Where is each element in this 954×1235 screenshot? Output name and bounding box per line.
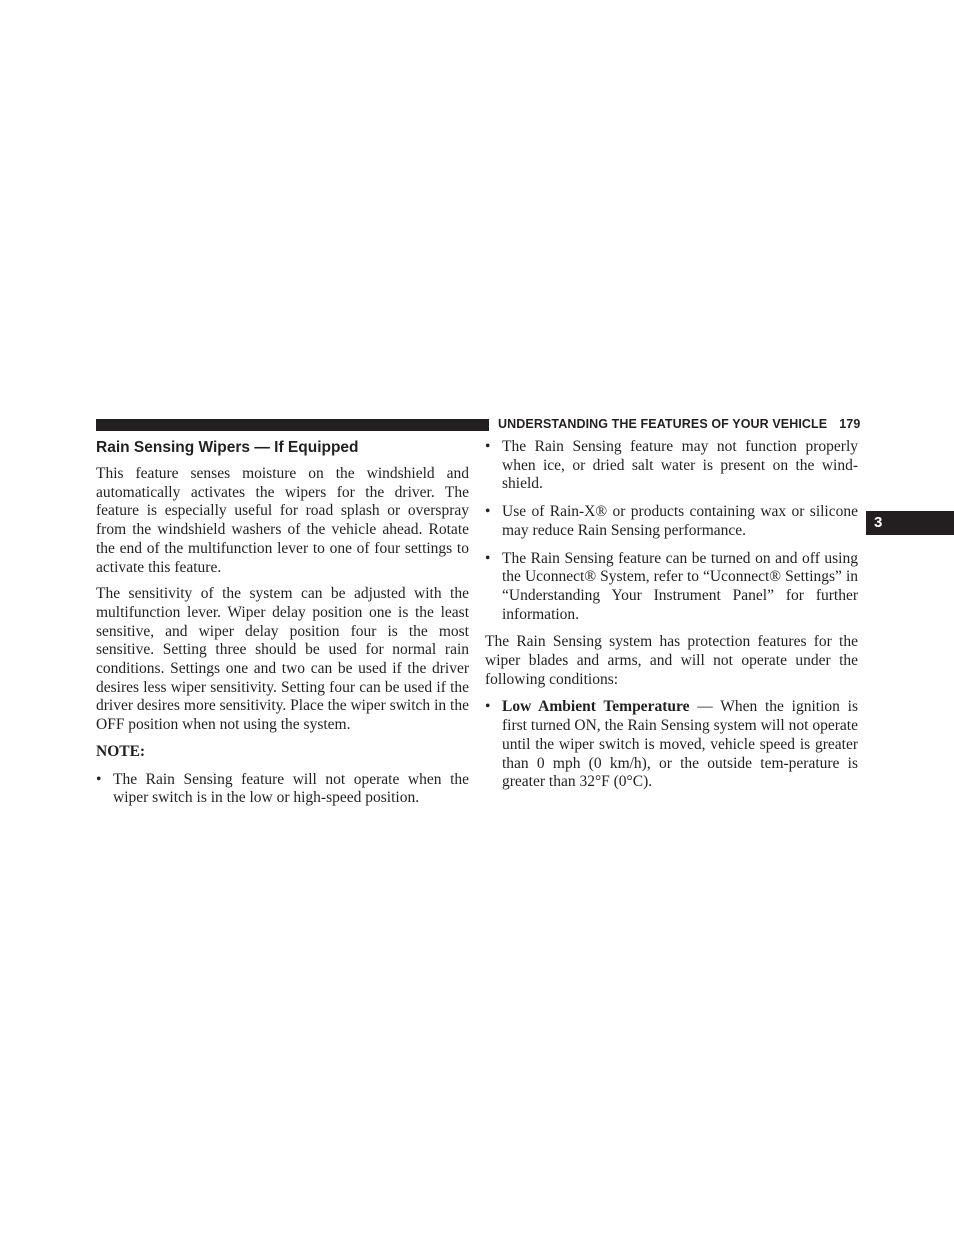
left-column	[96, 438, 469, 817]
list-item: • The Rain Sensing feature can be turned on and off using the Uconnect® System, refer to “Uconnect® Settings” in “Understanding Your Instrument Panel” for further information.	[485, 550, 858, 625]
note-list-continued	[485, 438, 858, 624]
page-number: 179	[839, 417, 861, 431]
running-header	[498, 417, 861, 431]
list-item: • The Rain Sensing feature may not function properly when ice, or dried salt water is present on the wind-shield.	[485, 438, 858, 494]
section-title: UNDERSTANDING THE FEATURES OF YOUR VEHICLE	[498, 417, 828, 431]
body-paragraph: The Rain Sensing system has protection features for the wiper blades and arms, and will not operate under the following conditions:	[485, 633, 858, 688]
body-paragraph: This feature senses moisture on the windshield and automatically activates the wipers for the driver. The feature is especially useful for road splash or overspray from the windshield washers of the vehicle ahead. Rotate the end of the multifunction lever to one of four settings to activate this feature.	[96, 465, 469, 576]
section-heading: Rain Sensing Wipers — If Equipped	[96, 439, 359, 456]
body-paragraph: The sensitivity of the system can be adjusted with the multifunction lever. Wiper delay position one is the least sensitive, and wiper delay position four is the most sensitive. Setting three should be used for normal rain conditions. Settings one and two can be used if the driver desires less wiper sensitivity. Setting four can be used if the driver desires more sensitivity. Place the wiper switch in the OFF position when not using the system.	[96, 585, 469, 734]
list-item: • Use of Rain-X® or products containing wax or silicone may reduce Rain Sensing performance.	[485, 503, 858, 540]
note-list	[96, 771, 469, 808]
condition-text: — When the ignition is first turned ON, the Rain Sensing system will not operate until the wiper switch is moved, vehicle speed is greater than 0 mph (0 km/h), or the outside tem-perature is greater than 32°F (0°C).	[502, 698, 858, 791]
note-label: NOTE:	[96, 742, 146, 760]
list-item	[485, 698, 858, 792]
right-column	[485, 438, 858, 801]
header-rule	[96, 419, 489, 431]
condition-term: Low Ambient Temperature	[502, 698, 690, 716]
chapter-tab: 3	[866, 511, 954, 535]
list-item: • The Rain Sensing feature will not operate when the wiper switch is in the low or high-speed position.	[96, 771, 469, 808]
condition-list	[485, 698, 858, 792]
